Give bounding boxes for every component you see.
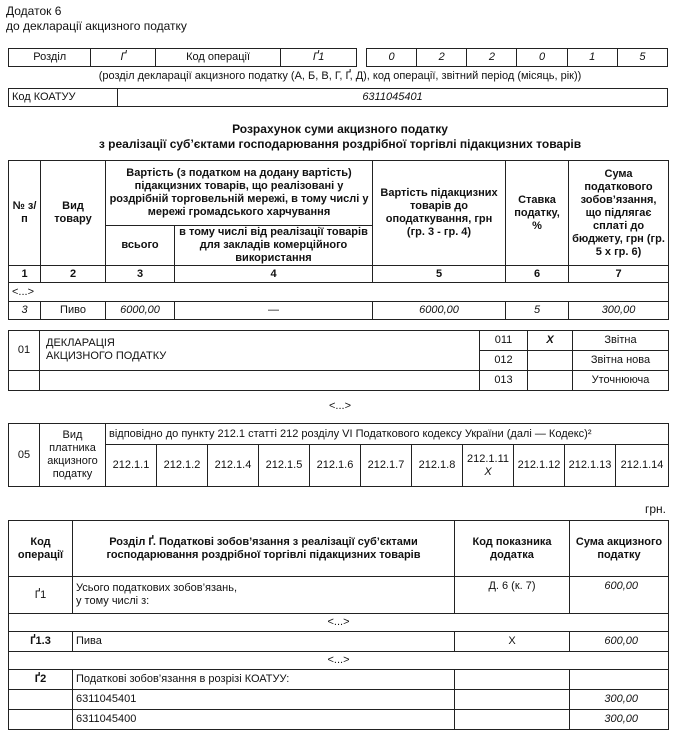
payer-item: 212.1.5	[259, 445, 310, 487]
payer-number: 05	[9, 424, 40, 487]
row-num: 3	[9, 302, 41, 320]
section-value: Ґ	[91, 49, 155, 67]
period-digit: 0	[367, 49, 417, 67]
row-taxbase: 6000,00	[373, 302, 506, 320]
sec-row-text: 6311045401	[73, 690, 455, 710]
period-table	[366, 48, 668, 67]
payer-item: 212.1.11	[466, 452, 509, 465]
decl-code: 011	[480, 331, 528, 351]
appendix-title	[6, 4, 187, 34]
col-number: 6	[506, 266, 569, 283]
koatuu-table	[8, 88, 668, 107]
decl-mark	[528, 371, 573, 391]
row-all: 6000,00	[106, 302, 175, 320]
appendix-number: Додаток 6	[6, 4, 62, 18]
sec-title-header: Розділ Ґ. Податкові зобов’язання з реалізації суб’єктами господарювання роздрібної торгівлі підакцизних товарів	[73, 521, 455, 577]
col-number: 2	[41, 266, 106, 283]
sec-row-indicator	[455, 690, 570, 710]
col-taxbase-header: Вартість підакцизних товарів до оподаткування, грн (гр. 3 - гр. 4)	[373, 161, 506, 266]
sec-row-sum: 300,00	[570, 690, 669, 710]
calc-title	[20, 122, 660, 152]
payer-item: 212.1.2	[157, 445, 208, 487]
col-number: 4	[175, 266, 373, 283]
sec-row-indicator	[455, 670, 570, 690]
sec-row-indicator: Д. 6 (к. 7)	[455, 577, 570, 614]
decl-blank	[40, 371, 480, 391]
payer-item: 212.1.14	[616, 445, 669, 487]
section-table	[8, 520, 669, 730]
sec-row-indicator: Х	[455, 632, 570, 652]
period-digit: 5	[617, 49, 667, 67]
col-num-header: № з/п	[9, 161, 41, 266]
sec-row-code: Ґ1.3	[9, 632, 73, 652]
payer-item: 212.1.8	[412, 445, 463, 487]
col-incl-header: в тому числі від реалізації товарів для закладів комерційного використання	[175, 226, 373, 266]
sec-row-text: Податкові зобов’язання в розрізі КОАТУУ:	[73, 670, 455, 690]
payer-item: 212.1.12	[514, 445, 565, 487]
decl-ellipsis: <...>	[328, 400, 352, 412]
col-number: 3	[106, 266, 175, 283]
sec-row-text: 6311045400	[73, 710, 455, 730]
calc-title-line2: з реалізації суб’єктами господарювання роздрібної торгівлі підакцизних товарів	[98, 137, 582, 151]
sec-row-code	[9, 690, 73, 710]
col-all-header: всього	[106, 226, 175, 266]
sec-row-text: Пива	[73, 632, 455, 652]
sec-row-sum: 600,00	[570, 577, 669, 614]
decl-type-label: Звітна нова	[573, 351, 669, 371]
section-op-table	[8, 48, 357, 67]
row-rate: 5	[506, 302, 569, 320]
col-value-header: Вартість (з податком на додану вартість) підакцизних товарів, що реалізовані у роздрібній торговельній мережі, в тому числі у мережі громадського харчування	[106, 161, 373, 226]
payer-item: 212.1.6	[310, 445, 361, 487]
sec-row-code: Ґ1	[9, 577, 73, 614]
calc-ellipsis: <...>	[9, 283, 669, 302]
row-kind: Пиво	[41, 302, 106, 320]
period-digit: 2	[417, 49, 467, 67]
period-digit: 1	[567, 49, 617, 67]
col-number: 1	[9, 266, 41, 283]
col-number: 5	[373, 266, 506, 283]
sec-sum-header: Сума акцизного податку	[570, 521, 669, 577]
payer-item: 212.1.13	[565, 445, 616, 487]
declaration-table	[8, 330, 669, 391]
decl-title: ДЕКЛАРАЦІЯ АКЦИЗНОГО ПОДАТКУ	[40, 331, 480, 371]
sec-row-indicator	[455, 710, 570, 730]
col-kind-header: Вид товару	[41, 161, 106, 266]
row-incl: —	[175, 302, 373, 320]
payer-caption: відповідно до пункту 212.1 статті 212 розділу VI Податкового кодексу України (далі — Кодекс)²	[106, 424, 669, 445]
decl-mark: Х	[528, 331, 573, 351]
decl-type-label: Уточнююча	[573, 371, 669, 391]
decl-code: 012	[480, 351, 528, 371]
col-number: 7	[569, 266, 669, 283]
decl-number: 01	[9, 331, 40, 371]
sec-row-code	[9, 710, 73, 730]
appendix-subtitle: до декларації акцизного податку	[6, 19, 187, 33]
sec-row-sum: 600,00	[570, 632, 669, 652]
calc-title-line1: Розрахунок суми акцизного податку	[232, 122, 448, 136]
row-sum: 300,00	[569, 302, 669, 320]
payer-label: Вид платника акцизного податку	[40, 424, 106, 487]
currency-unit: грн.	[644, 502, 666, 516]
payer-item-mark: Х	[484, 465, 492, 478]
period-caption: (розділ декларації акцизного податку (А, Б, В, Г, Ґ, Д), код операції, звітний період (місяць, рік))	[98, 70, 582, 82]
period-digit: 0	[517, 49, 567, 67]
decl-blank	[9, 371, 40, 391]
period-digit: 2	[467, 49, 517, 67]
payer-item: 212.1.1	[106, 445, 157, 487]
sec-code-header: Код операції	[9, 521, 73, 577]
sec-row-sum: 300,00	[570, 710, 669, 730]
sec-row-code: Ґ2	[9, 670, 73, 690]
koatuu-value: 6311045401	[118, 89, 668, 107]
payer-item: 212.1.7	[361, 445, 412, 487]
section-label: Розділ	[9, 49, 91, 67]
decl-type-label: Звітна	[573, 331, 669, 351]
payer-item-marked	[463, 445, 514, 487]
col-sum-header: Сума податкового зобов’язання, що підлягає сплаті до бюджету, грн (гр. 5 х гр. 6)	[569, 161, 669, 266]
decl-code: 013	[480, 371, 528, 391]
sec-ellipsis: <...>	[9, 652, 669, 670]
op-code-label: Код операції	[155, 49, 280, 67]
decl-mark	[528, 351, 573, 371]
payer-item: 212.1.4	[208, 445, 259, 487]
sec-row-text: Усього податкових зобов’язань, у тому числі з:	[73, 577, 455, 614]
payer-table	[8, 423, 669, 487]
koatuu-label: Код КОАТУУ	[9, 89, 118, 107]
col-rate-header: Ставка податку, %	[506, 161, 569, 266]
sec-row-sum	[570, 670, 669, 690]
sec-indicator-header: Код показника додатка	[455, 521, 570, 577]
sec-ellipsis: <...>	[9, 614, 669, 632]
calc-table	[8, 160, 669, 320]
op-code-value: Ґ1	[281, 49, 357, 67]
